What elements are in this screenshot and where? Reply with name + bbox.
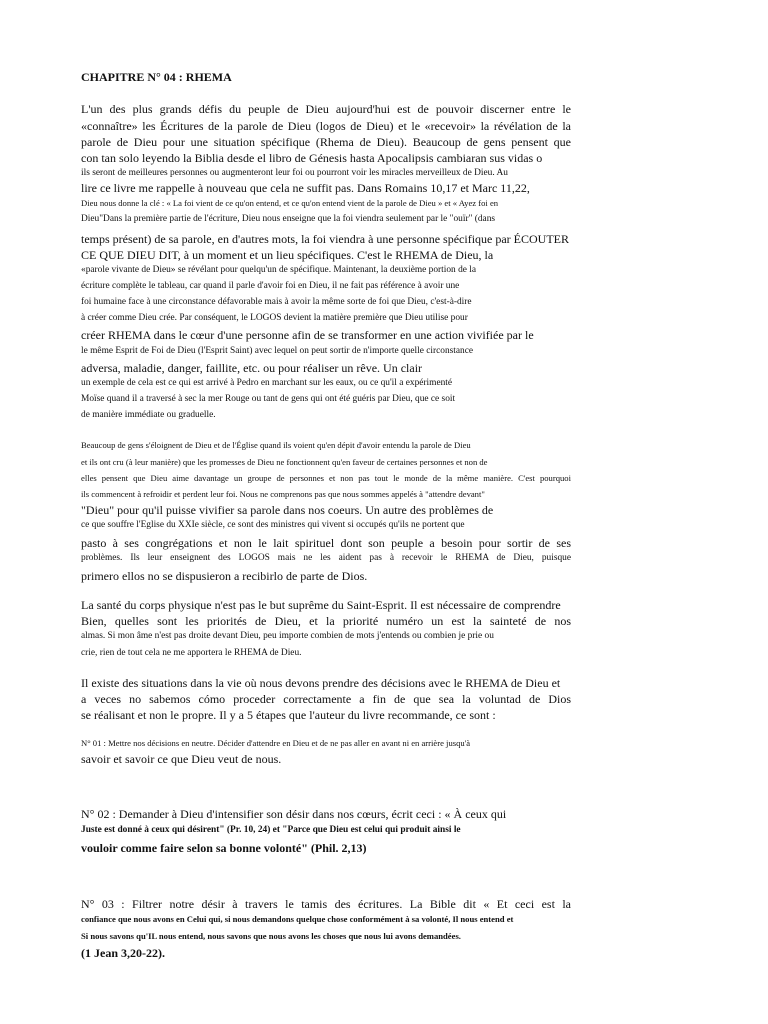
- text-line: ils commencent à refroidir et perdent leur foi. Nous ne comprenons pas que nous sommes appelés à "attendre devant": [81, 489, 485, 499]
- text-line: se réalisant et non le propre. Il y a 5 étapes que l'auteur du livre recommande, ce sont :: [81, 708, 496, 722]
- text-line: Il existe des situations dans la vie où nous devons prendre des décisions avec le RHEMA de Dieu et: [81, 676, 561, 690]
- text-line: Dieu"Dans la première partie de l'écriture, Dieu nous enseigne que la foi viendra seulement par le "ouïr" (dans: [81, 214, 496, 224]
- text-line: parole de Dieu pour une situation spécifique (Rhema de Dieu). Beaucoup de gens pensent que: [81, 135, 571, 149]
- text-line: almas. Si mon âme n'est pas droite devant Dieu, peu importe combien de mots j'entends ou combien je prie ou: [81, 631, 494, 641]
- text-line: confiance que nous avons en Celui qui, si nous demandons quelque chose conformément à sa volonté, Il nous entend et: [81, 914, 514, 924]
- text-line: "Dieu" pour qu'il puisse vivifier sa parole dans nos coeurs. Un autre des problèmes de: [81, 503, 494, 517]
- text-line: un exemple de cela est ce qui est arrivé à Pedro en marchant sur les eaux, ou ce qu'il a expérimenté: [81, 378, 453, 388]
- text-line: (1 Jean 3,20-22).: [81, 946, 165, 960]
- chapter-title: CHAPITRE N° 04 : RHEMA: [81, 70, 232, 84]
- text-line: crie, rien de tout cela ne me apportera le RHEMA de Dieu.: [81, 648, 302, 658]
- text-line: à créer comme Dieu crée. Par conséquent, le LOGOS devient la matière première que Dieu utilise pour: [81, 313, 468, 323]
- step-1: N° 01 : Mettre nos décisions en neutre. Décider d'attendre en Dieu et de ne pas aller en avant ni en arrière jusqu'à: [81, 738, 471, 748]
- text-line: pasto à ses congrégations et non le lait spirituel dont son peuple a besoin pour sortir de ses: [81, 536, 571, 550]
- text-line: ils seront de meilleures personnes ou augmenteront leur foi ou pourront voir les miracles merveilleux de Dieu. Au: [81, 168, 508, 178]
- text-line: de manière immédiate ou graduelle.: [81, 410, 216, 420]
- text-line: Dieu nous donne la clé : « La foi vient de ce qu'on entend, et ce qu'on entend vient de la parole de Dieu » et « Ayez foi en: [81, 198, 499, 208]
- text-line: le même Esprit de Foi de Dieu (l'Esprit Saint) avec lequel on peut sortir de n'importe quelle circonstance: [81, 346, 474, 356]
- text-line: temps présent) de sa parole, en d'autres mots, la foi viendra à une personne spécifique par ÉCOUTER: [81, 232, 570, 246]
- text-line: «connaître» les Écritures de la parole de Dieu (logos de Dieu) et le «recevoir» la révélation de la: [81, 119, 571, 133]
- text-line: vouloir comme faire selon sa bonne volonté" (Phil. 2,13): [81, 841, 367, 855]
- text-line: L'un des plus grands défis du peuple de Dieu aujourd'hui est de pouvoir discerner entre le: [81, 102, 571, 116]
- text-line: lire ce livre me rappelle à nouveau que cela ne suffit pas. Dans Romains 10,17 et Marc 11,22,: [81, 181, 530, 195]
- step-3: N° 03 : Filtrer notre désir à travers le tamis des écritures. La Bible dit « Et ceci est la: [81, 897, 571, 911]
- text-line: savoir et savoir ce que Dieu veut de nous.: [81, 752, 282, 766]
- text-line: foi humaine face à une circonstance défavorable mais à avoir la même sorte de foi que Dieu, c'est-à-dire: [81, 297, 472, 307]
- text-line: elles pensent que Dieu aime davantage un groupe de personnes et non pas tout le monde de la même manière. C'est pourquoi: [81, 473, 571, 483]
- text-line: adversa, maladie, danger, faillite, etc. ou pour réaliser un rêve. Un clair: [81, 361, 423, 375]
- text-line: et ils ont cru (à leur manière) que les promesses de Dieu ne fonctionnent qu'en faveur de certaines personnes et non de: [81, 457, 488, 467]
- text-line: La santé du corps physique n'est pas le but suprême du Saint-Esprit. Il est nécessaire de comprendre: [81, 598, 561, 612]
- text-line: Bien, quelles sont les priorités de Dieu, et la priorité numéro un est la sainteté de nos: [81, 614, 571, 628]
- text-line: con tan solo leyendo la Biblia desde el libro de Génesis hasta Apocalipsis cambiaran sus vidas o: [81, 151, 543, 165]
- text-line: problèmes. Ils leur enseignent des LOGOS mais ne les aident pas à recevoir le RHEMA de Dieu, puisque: [81, 553, 571, 563]
- step-2: N° 02 : Demander à Dieu d'intensifier son désir dans nos cœurs, écrit ceci : « À ceux qui: [81, 807, 507, 821]
- text-line: écriture complète le tableau, car quand il parle d'avoir foi en Dieu, il ne fait pas référence à avoir une: [81, 281, 460, 291]
- text-line: «parole vivante de Dieu» se révélant pour quelqu'un de spécifique. Maintenant, la deuxième portion de la: [81, 265, 477, 275]
- text-line: Si nous savons qu'IL nous entend, nous savons que nous avons les choses que nous lui avons demandées.: [81, 931, 461, 941]
- text-line: créer RHEMA dans le cœur d'une personne afin de se transformer en une action vivifiée par le: [81, 328, 534, 342]
- text-line: Juste est donné à ceux qui désirent" (Pr. 10, 24) et "Parce que Dieu est celui qui produit ainsi le: [81, 825, 461, 835]
- text-line: Moïse quand il a traversé à sec la mer Rouge ou tant de gens qui ont été guéris par Dieu, que ce soit: [81, 394, 456, 404]
- text-line: CE QUE DIEU DIT, à un moment et un lieu spécifiques. C'est le RHEMA de Dieu, la: [81, 248, 494, 262]
- text-line: Beaucoup de gens s'éloignent de Dieu et de l'Église quand ils voient qu'en dépit d'avoir entendu la parole de Dieu: [81, 440, 471, 450]
- text-line: primero ellos no se dispusieron a recibirlo de parte de Dios.: [81, 569, 368, 583]
- text-line: a veces no sabemos cómo proceder correctamente a fin de que sea la voluntad de Dios: [81, 692, 571, 706]
- text-line: ce que souffre l'Église du XXIe siècle, ce sont des ministres qui vivent si occupés qu'ils ne portent que: [81, 520, 465, 530]
